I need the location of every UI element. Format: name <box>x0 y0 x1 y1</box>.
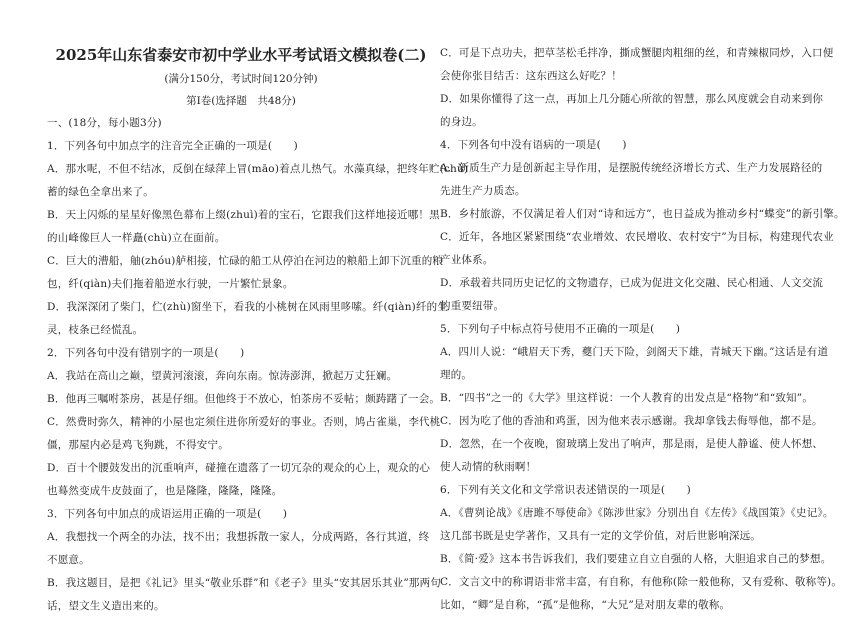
text-line: C．近年，各地区紧紧围绕“农业增效、农民增收、农村安宁”为目标，构建现代农业 <box>440 231 834 243</box>
text-line: A．四川人说：“峨眉天下秀，夔门天下险，剑阁天下雄，青城天下幽。”这话是有道 <box>440 346 829 358</box>
exam-subtitle: (满分150分，考试时间120分钟) <box>164 73 318 85</box>
text-line: B．《简·爱》这本书告诉我们，我们要建立自立自强的人格，大胆追求自己的梦想。 <box>440 553 832 565</box>
text-line: D．承载着共同历史记忆的文物遗存，已成为促进文化交融、民心相通、人文交流 <box>440 277 824 289</box>
text-line: B．他再三嘱咐茶房，甚是仔细。但他终于不放心，怕茶房不妥帖；颇踌躇了一会。 <box>47 393 441 405</box>
text-line: 不愿意。 <box>47 554 90 566</box>
text-line: A．那水呢，不但不结冰，反倒在绿萍上冒(māo)着点儿热气。水藻真绿，把终年贮(chǔ) <box>47 163 469 175</box>
text-line: B．我这题目，是把《礼记》里头“敬业乐群”和《老子》里头“安其居乐其业”那两句 <box>47 577 441 589</box>
text-line: 理的。 <box>440 369 473 381</box>
text-line: 的身边。 <box>440 116 483 128</box>
right-text-lines <box>440 42 845 617</box>
text-line: 6．下列有关文化和文学常识表述错误的一项是( ) <box>440 484 691 496</box>
text-line: D．我深深闭了柴门，伫(zhù)窗坐下，看我的小桃树在风雨里哆嗦。纤(qiàn)纤的生 <box>47 301 449 313</box>
text-line: 灵，枝条已经慌乱。 <box>47 324 144 336</box>
text-line: A．新质生产力是创新起主导作用，是摆脱传统经济增长方式、生产力发展路径的 <box>440 162 823 174</box>
text-line: D．百十个腰鼓发出的沉重响声，碰撞在遗落了一切冗杂的观众的心上，观众的心 <box>47 462 431 474</box>
text-line: 包，纤(qiàn)夫们拖着船逆水行驶，一片繁忙景象。 <box>47 278 294 290</box>
text-line: B．“四书”之一的《大学》里这样说：一个人教育的出发点是“格物”和“致知”。 <box>440 392 814 404</box>
exam-title: 2025年山东省泰安市初中学业水平考试语文模拟卷(二) <box>55 46 427 64</box>
text-line: C．可是下点功夫，把草茎松毛拌净，撕成蟹腿肉粗细的丝，和青辣椒同炒，入口便 <box>440 47 834 59</box>
text-line: A．我站在高山之巅，望黄河滚滚，奔向东南。惊涛澎湃，掀起万丈狂斓。 <box>47 370 398 382</box>
text-line: D．忽然，在一个夜晚，窗玻璃上发出了响声，那是雨，是使人静谧、使人怀想、 <box>440 438 824 450</box>
text-line: 的山峰像巨人一样矗(chù)立在面前。 <box>47 232 226 244</box>
text-line: C．因为吃了他的香油和鸡蛋，因为他来表示感谢。我却拿钱去侮辱他，都不是。 <box>440 415 823 427</box>
right-column <box>440 42 845 617</box>
text-line: 蓄的绿色全拿出来了。 <box>47 186 154 198</box>
section-heading: 第Ⅰ卷(选择题 共48分) <box>186 95 296 107</box>
text-line: 比如，“卿”是自称，“孤”是他称，“大兄”是对朋友辈的敬称。 <box>440 599 731 611</box>
text-line: 也蓦然变成牛皮鼓面了，也是隆隆，隆隆，隆隆。 <box>47 485 283 497</box>
text-line: B．乡村旅游，不仅满足着人们对“诗和远方”，也日益成为推动乡村“蝶变”的新引擎。 <box>440 208 845 220</box>
text-line: C．巨大的漕船，舳(zhóu)舻相接，忙碌的船工从停泊在河边的粮船上卸下沉重的粮 <box>47 255 444 267</box>
text-line: 2．下列各句中没有错别字的一项是( ) <box>47 347 245 359</box>
text-line: 的重要纽带。 <box>440 300 505 312</box>
text-line: 5．下列句子中标点符号使用不正确的一项是( ) <box>440 323 681 335</box>
text-line: 一、(18分，每小题3分) <box>47 117 162 129</box>
text-line: B．天上闪烁的星星好像黑色幕布上缀(zhuì)着的宝石，它跟我们这样地接近哪！黑 <box>47 209 440 221</box>
text-line: 使人动情的秋雨啊！ <box>440 461 537 473</box>
text-line: 1．下列各句中加点字的注音完全正确的一项是( ) <box>47 140 298 152</box>
text-line: 4．下列各句中没有语病的一项是( ) <box>440 139 627 151</box>
text-line: 会使你张目结舌：这东西这么好吃？！ <box>440 70 622 82</box>
text-line: 话，望文生义造出来的。 <box>47 600 165 612</box>
text-line: 僵，那屋内必是鸡飞狗跳，不得安宁。 <box>47 439 229 451</box>
text-line: C．文言文中的称谓语非常丰富，有自称，有他称(除一般他称，又有爱称、敬称等)。 <box>440 576 843 588</box>
text-line: 先进生产力质态。 <box>440 185 526 197</box>
text-line: A．我想找一个两全的办法，找不出；我想拆散一家人，分成两路，各行其道，终 <box>47 531 430 543</box>
text-line: C．然费时弥久，精神的小屋也定须住进你所爱好的事业。否则，鸠占雀巢，李代桃 <box>47 416 441 428</box>
text-line: 3．下列各句中加点的成语运用正确的一项是( ) <box>47 508 288 520</box>
text-line: 这几部书既是史学著作，又具有一定的文学价值，对后世影响深远。 <box>440 530 761 542</box>
text-line: D．如果你懂得了这一点，再加上几分随心所欲的智慧，那么风度就会自动来到你 <box>440 93 824 105</box>
text-line: A．《曹刿论战》《唐雎不辱使命》《陈涉世家》分别出自《左传》《战国策》《史记》。 <box>440 507 834 519</box>
text-line: 产业体系。 <box>440 254 494 266</box>
